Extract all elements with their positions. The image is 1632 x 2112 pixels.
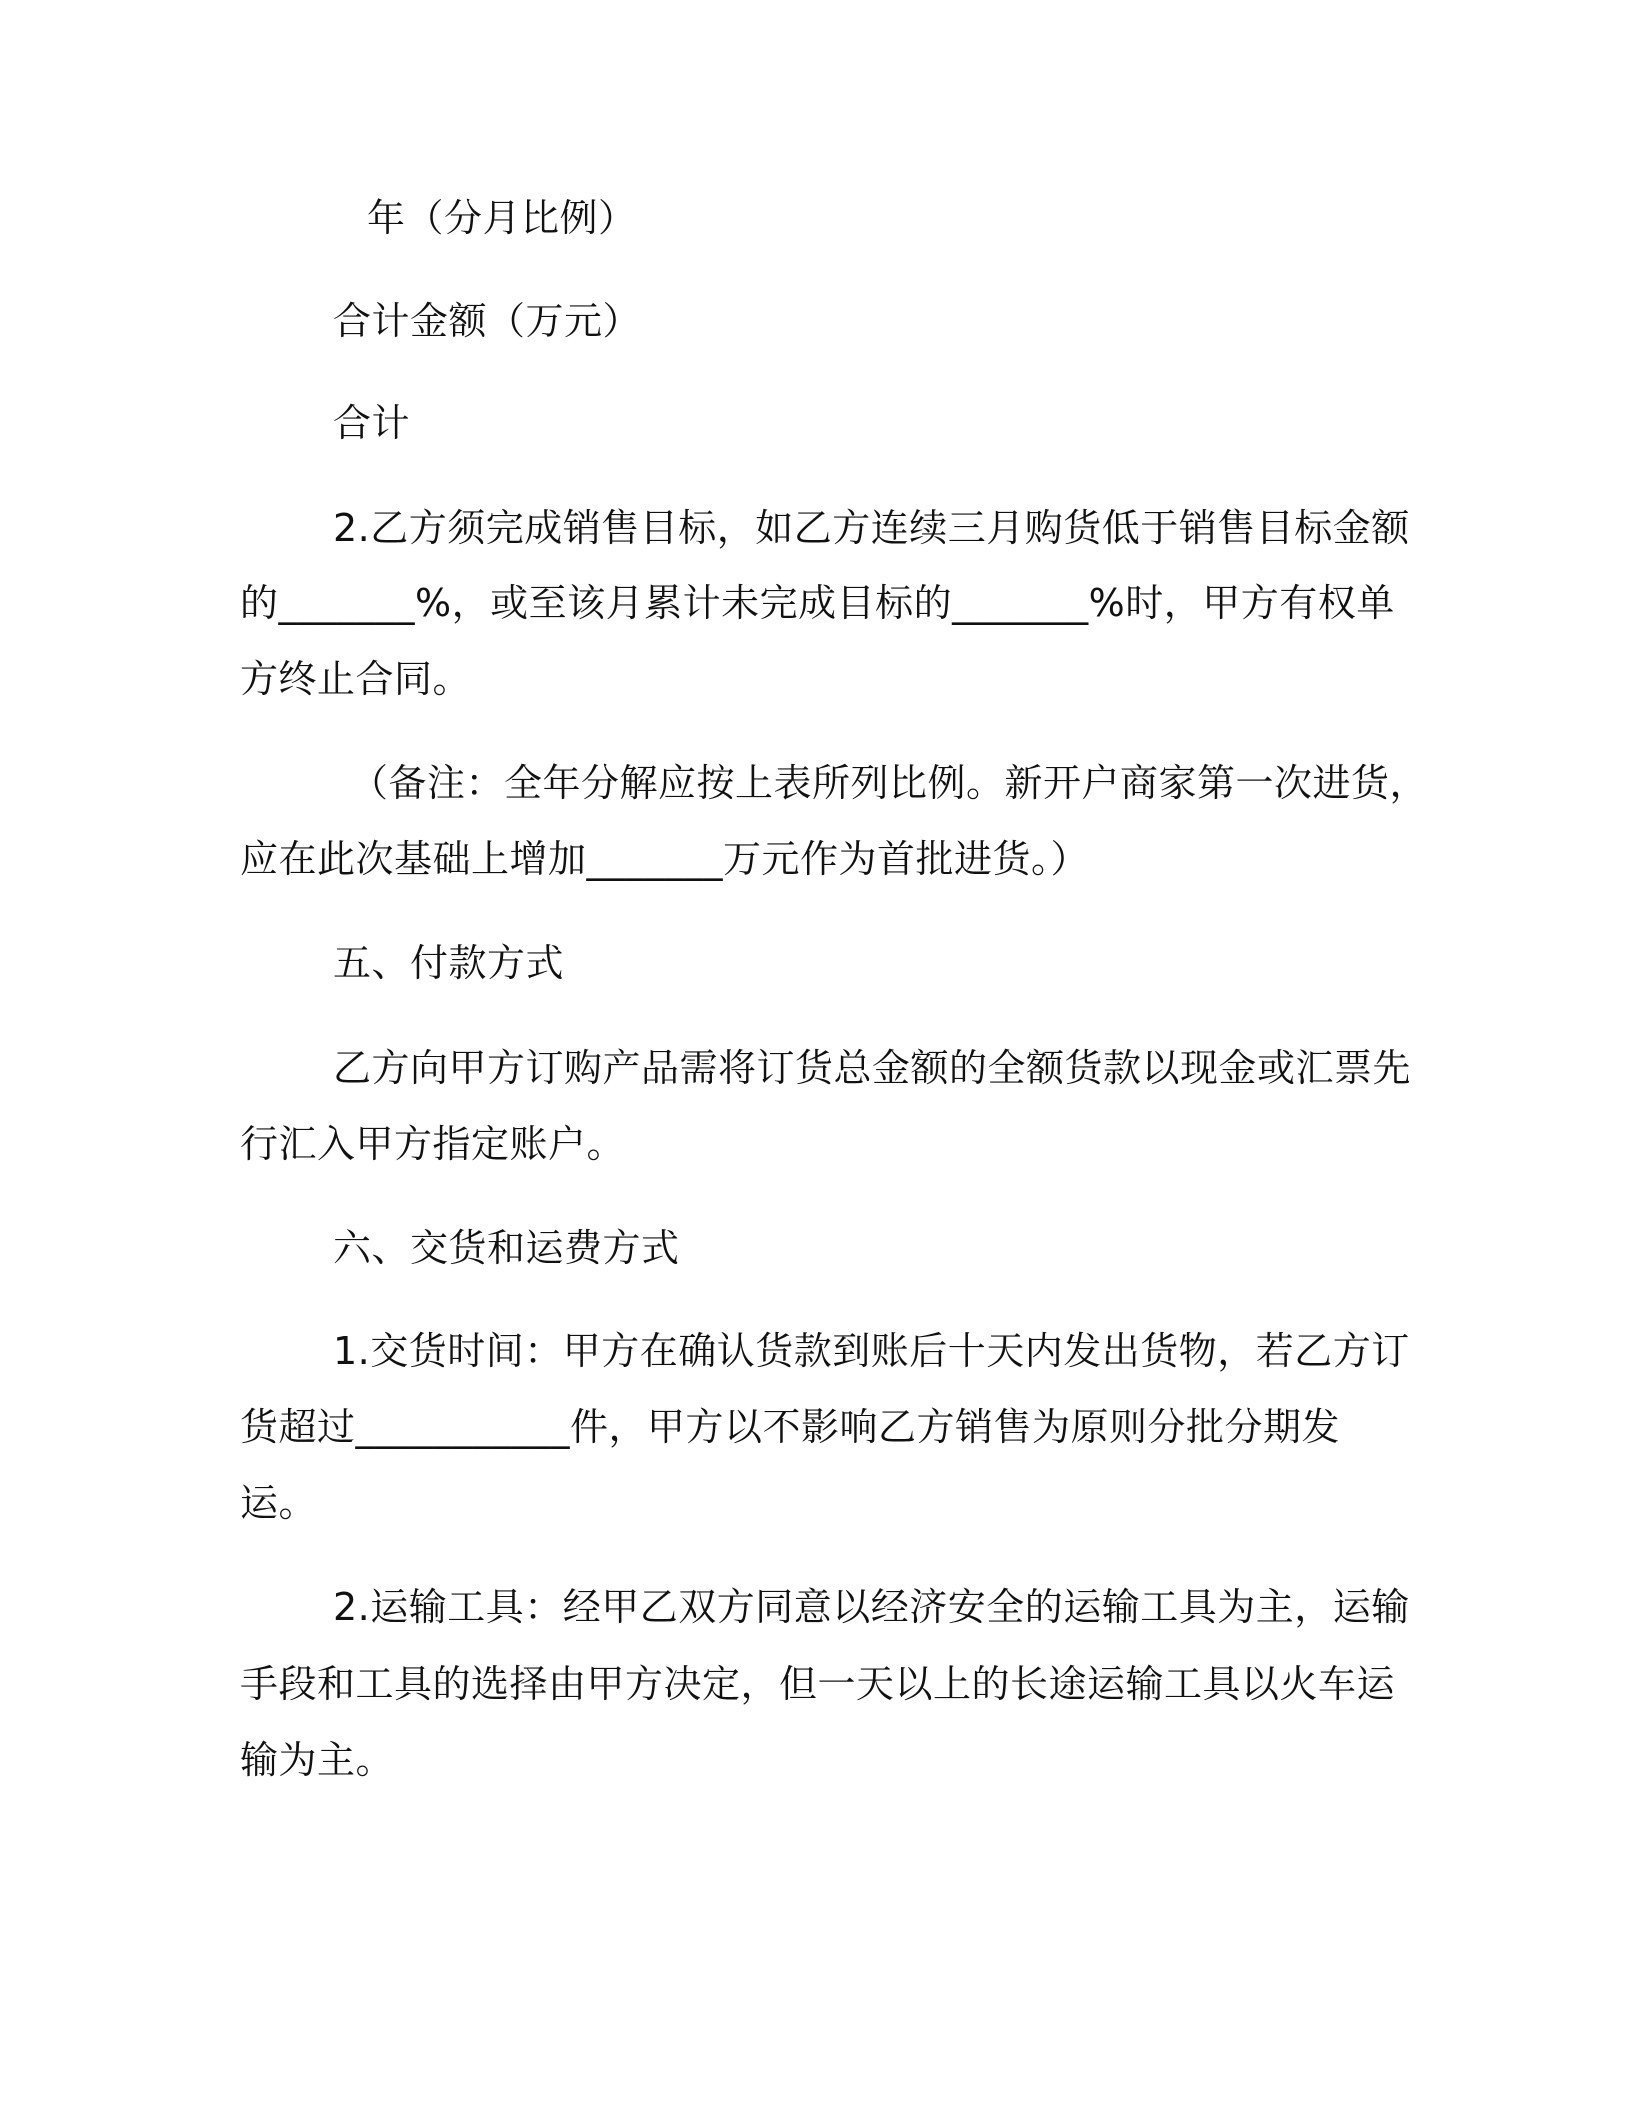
clause-sales-target-line-2: 的_______%，或至该月累计未完成目标的_______%时，甲方有权单 [240,581,1395,625]
remark-line-1: （备注：全年分解应按上表所列比例。新开户商家第一次进货， [350,761,1429,805]
transport-line-1: 2.运输工具：经甲乙双方同意以经济安全的运输工具为主，运输 [333,1585,1410,1629]
clause-sales-target-line-3: 方终止合同。 [240,657,472,701]
delivery-time-line-1: 1.交货时间：甲方在确认货款到账后十天内发出货物，若乙方订 [333,1329,1410,1373]
delivery-time-line-2: 货超过___________件，甲方以不影响乙方销售为原则分批分期发 [240,1405,1341,1449]
section-heading-delivery: 六、交货和运费方式 [333,1226,680,1270]
transport-line-3: 输为主。 [240,1738,395,1782]
section-heading-payment: 五、付款方式 [333,941,565,985]
table-row-label-total: 合计 [333,401,411,445]
table-row-label-year-ratio: 年（分月比例） [367,196,637,240]
payment-paragraph-line-1: 乙方向甲方订购产品需将订货总金额的全额货款以现金或汇票先 [333,1046,1412,1090]
clause-sales-target-line-1: 2.乙方须完成销售目标，如乙方连续三月购货低于销售目标金额 [333,506,1410,550]
remark-line-2: 应在此次基础上增加_______万元作为首批进货。） [240,837,1090,881]
table-row-label-total-amount: 合计金额（万元） [333,299,642,343]
transport-line-2: 手段和工具的选择由甲方决定，但一天以上的长途运输工具以火车运 [240,1662,1396,1706]
payment-paragraph-line-2: 行汇入甲方指定账户。 [240,1122,626,1166]
delivery-time-line-3: 运。 [240,1481,318,1525]
